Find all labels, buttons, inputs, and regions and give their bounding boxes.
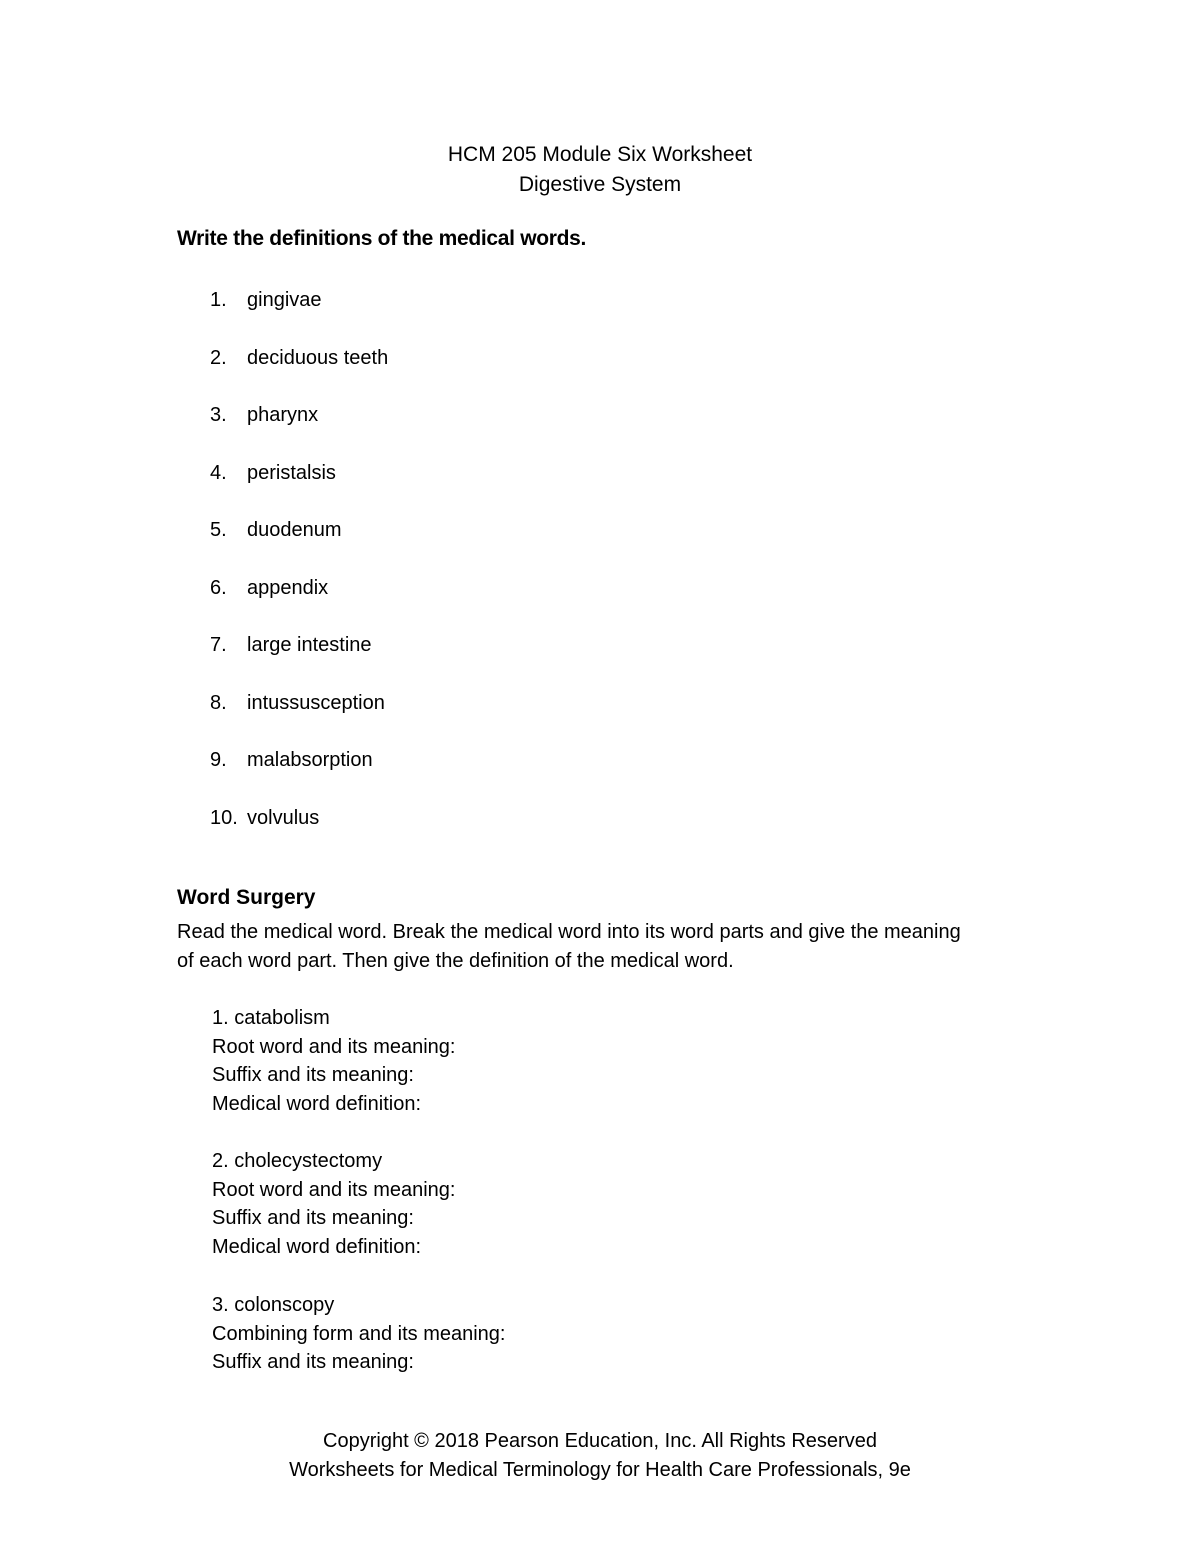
item-number: 5. [210, 519, 227, 541]
list-item [210, 803, 388, 861]
worksheet-subtitle: Digestive System [518, 173, 682, 196]
word-surgery-heading: Word Surgery [177, 886, 316, 909]
item-number: 2. [210, 346, 227, 369]
list-item [210, 573, 388, 631]
exercise-prompt: Root word and its meaning: [212, 1035, 456, 1058]
list-item [210, 343, 388, 401]
exercise-title: 1. catabolism [212, 1007, 330, 1029]
list-item [210, 630, 388, 688]
footer-copyright: Copyright © 2018 Pearson Education, Inc. All Rights Reserved [323, 1430, 877, 1452]
exercise-prompt: Suffix and its meaning: [212, 1207, 414, 1230]
list-item [210, 400, 388, 458]
item-word: volvulus [247, 806, 320, 829]
exercise-title: 3. colonscopy [212, 1294, 335, 1316]
list-item [210, 285, 388, 343]
item-number: 9. [210, 749, 227, 771]
item-number: 6. [210, 576, 227, 599]
worksheet-title: HCM 205 Module Six Worksheet [447, 143, 753, 166]
item-number: 1. [210, 289, 227, 311]
item-word: large intestine [247, 634, 372, 656]
exercise-cholecystectomy [212, 1147, 455, 1262]
exercise-prompt: Medical word definition: [212, 1093, 421, 1116]
exercise-title: 2. cholecystectomy [212, 1150, 383, 1172]
item-number: 3. [210, 404, 227, 426]
definitions-list [210, 285, 388, 860]
item-word: pharynx [247, 404, 319, 426]
item-word: appendix [247, 576, 329, 599]
exercise-prompt: Medical word definition: [212, 1236, 421, 1259]
item-number: 8. [210, 691, 227, 714]
footer-book-title: Worksheets for Medical Terminology for Health Care Professionals, 9e [289, 1459, 911, 1481]
list-item [210, 458, 388, 516]
exercise-colonscopy [212, 1291, 505, 1377]
exercise-catabolism [212, 1004, 455, 1119]
exercise-prompt: Combining form and its meaning: [212, 1322, 506, 1345]
item-number: 10. [210, 806, 238, 829]
definitions-instruction: Write the definitions of the medical words. [177, 227, 587, 250]
item-number: 4. [210, 461, 227, 484]
item-word: intussusception [247, 691, 385, 714]
word-surgery-description: Read the medical word. Break the medical word into its word parts and give the meaning of each word part. Then give the definition of the medical word. [177, 921, 961, 972]
item-word: gingivae [247, 289, 322, 311]
exercise-prompt: Root word and its meaning: [212, 1178, 456, 1201]
item-word: peristalsis [247, 461, 336, 484]
item-number: 7. [210, 634, 227, 656]
exercise-prompt: Suffix and its meaning: [212, 1064, 414, 1087]
item-word: malabsorption [247, 749, 373, 771]
exercise-prompt: Suffix and its meaning: [212, 1351, 414, 1374]
item-word: duodenum [247, 519, 342, 541]
list-item [210, 688, 388, 746]
list-item [210, 745, 388, 803]
list-item [210, 515, 388, 573]
item-word: deciduous teeth [247, 346, 389, 369]
